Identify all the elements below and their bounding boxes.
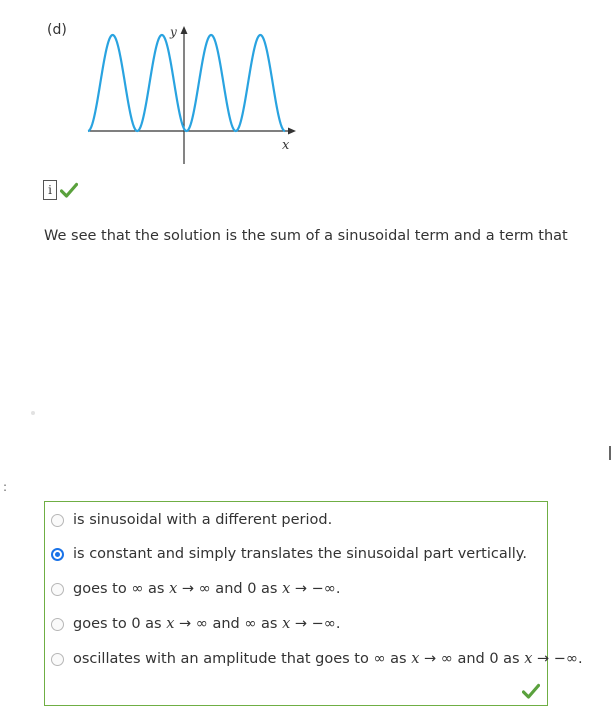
option-text: goes to ∞ as x → ∞ and 0 as x → −∞.: [73, 581, 341, 597]
option-text: goes to 0 as x → ∞ and ∞ as x → −∞.: [73, 616, 341, 632]
radio-button-selected[interactable]: [51, 548, 64, 561]
option-growing-amplitude[interactable]: [51, 651, 583, 667]
y-axis-label: y: [170, 25, 177, 39]
radio-button[interactable]: [51, 583, 64, 596]
y-axis-arrow: [181, 26, 188, 34]
checkmark-icon: [60, 182, 78, 198]
answer-choices: [44, 501, 583, 706]
radio-button[interactable]: [51, 514, 64, 527]
radio-button[interactable]: [51, 653, 64, 666]
option-text: is sinusoidal with a different period.: [73, 512, 333, 528]
option-text: oscillates with an amplitude that goes to ∞ as x → ∞ and 0 as x → −∞.: [73, 651, 583, 667]
sinusoid-graph: [84, 18, 304, 173]
option-constant-translation[interactable]: [51, 546, 527, 562]
edge-mark: [609, 446, 611, 460]
option-text: is constant and simply translates the sinusoidal part vertically.: [73, 546, 527, 562]
option-infinity-then-zero[interactable]: [51, 581, 340, 597]
edge-dot: [31, 411, 35, 415]
x-axis-label: x: [282, 138, 290, 153]
option-zero-then-infinity[interactable]: [51, 616, 341, 632]
checkmark-icon: [522, 683, 540, 699]
radio-button[interactable]: [51, 618, 64, 631]
part-label: (d): [47, 22, 67, 38]
x-axis-arrow: [288, 128, 296, 135]
edge-colon: :: [3, 480, 8, 494]
feedback-row: [43, 180, 78, 200]
option-different-period[interactable]: [51, 512, 332, 528]
info-button[interactable]: i: [43, 180, 57, 200]
question-sentence: We see that the solution is the sum of a sinusoidal term and a term that: [44, 228, 568, 244]
sinusoid-curve: [88, 35, 285, 131]
